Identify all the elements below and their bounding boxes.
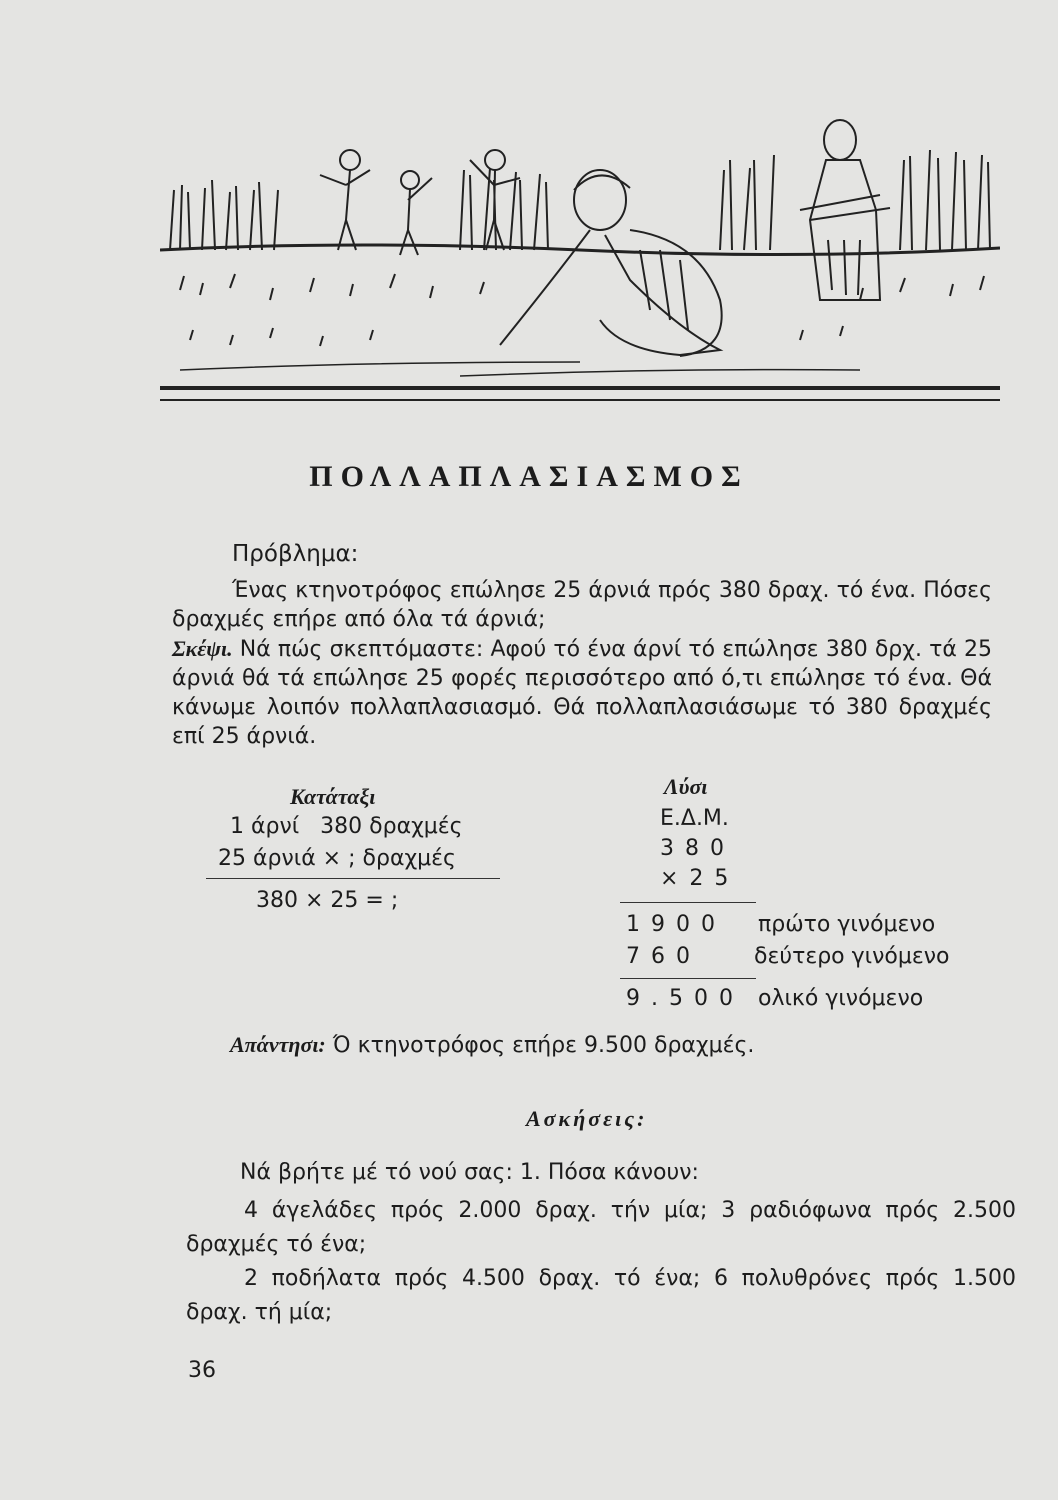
arrangement-row-2: 25 άρνιά × ; δραχμές [218,846,456,871]
page-number: 36 [188,1358,216,1383]
multiplier: ×25 [660,866,740,891]
answer [230,1030,754,1060]
arrangement-result: 380 × 25 = ; [256,888,399,913]
exercises-heading: Ασκήσεις: [526,1106,648,1131]
thought-text: Νά πώς σκεπτόμαστε: Αφού τό ένα άρνί τό επώλησε 380 δρχ. τά 25 άρνιά θά τά επώλησε 25 φορές περισσότερο από ό,τι επώλησε τό ένα. Θά κάνωμε λοιπόν πολλαπλασιασμό. Θά πολλαπλασιάσωμε τό 380 δραχμές επί 25 άρνιά. [172,637,992,749]
problem-statement: Ένας κτηνοτρόφος επώλησε 25 άρνιά πρός 380 δραχ. τό ένα. Πόσες δραχμές επήρε από όλα τά άρνιά; [172,578,992,632]
place-values: Ε.Δ.Μ. [660,806,729,831]
exercises-intro: Νά βρήτε μέ τό νού σας: 1. Πόσα κάνουν: [240,1160,699,1185]
reapers-figures [320,150,520,255]
arrangement-rule [206,878,500,879]
problem-heading: Πρόβλημα: [232,541,359,567]
partial-product-2: 760 [626,944,701,969]
standing-woman-figure [800,120,890,300]
solution-rule-1 [620,902,756,903]
total-product: 9.500 [626,986,744,1011]
multiplicand: 380 [660,836,735,861]
exercise-line-1: 4 άγελάδες πρός 2.000 δραχ. τήν μία; 3 ραδιόφωνα πρός 2.500 δραχμές τό ένα; [186,1198,1016,1257]
thought-label: Σκέψι. [172,636,233,661]
partial-product-1-label: πρώτο γινόμενο [758,912,936,937]
total-product-label: ολικό γινόμενο [758,986,924,1011]
arrangement-row-1: 1 άρνί 380 δραχμές [230,814,463,839]
exercise-line-2: 2 ποδήλατα πρός 4.500 δραχ. τό ένα; 6 πολυθρόνες πρός 1.500 δραχ. τή μία; [186,1266,1016,1325]
partial-product-1: 1900 [626,912,726,937]
arrangement-heading: Κατάταξι [290,784,376,809]
solution-heading: Λύσι [664,774,708,799]
answer-label: Απάντησι: [230,1032,326,1057]
page-title: ΠΟΛΛΑΠΛΑΣΙΑΣΜΟΣ [309,460,749,493]
partial-product-2-label: δεύτερο γινόμενο [754,944,950,969]
harvest-illustration [160,100,1000,420]
kneeling-woman-figure [500,170,722,356]
solution-rule-2 [620,978,756,979]
answer-text: Ό κτηνοτρόφος επήρε 9.500 δραχμές. [332,1033,755,1058]
problem-text [172,576,992,751]
